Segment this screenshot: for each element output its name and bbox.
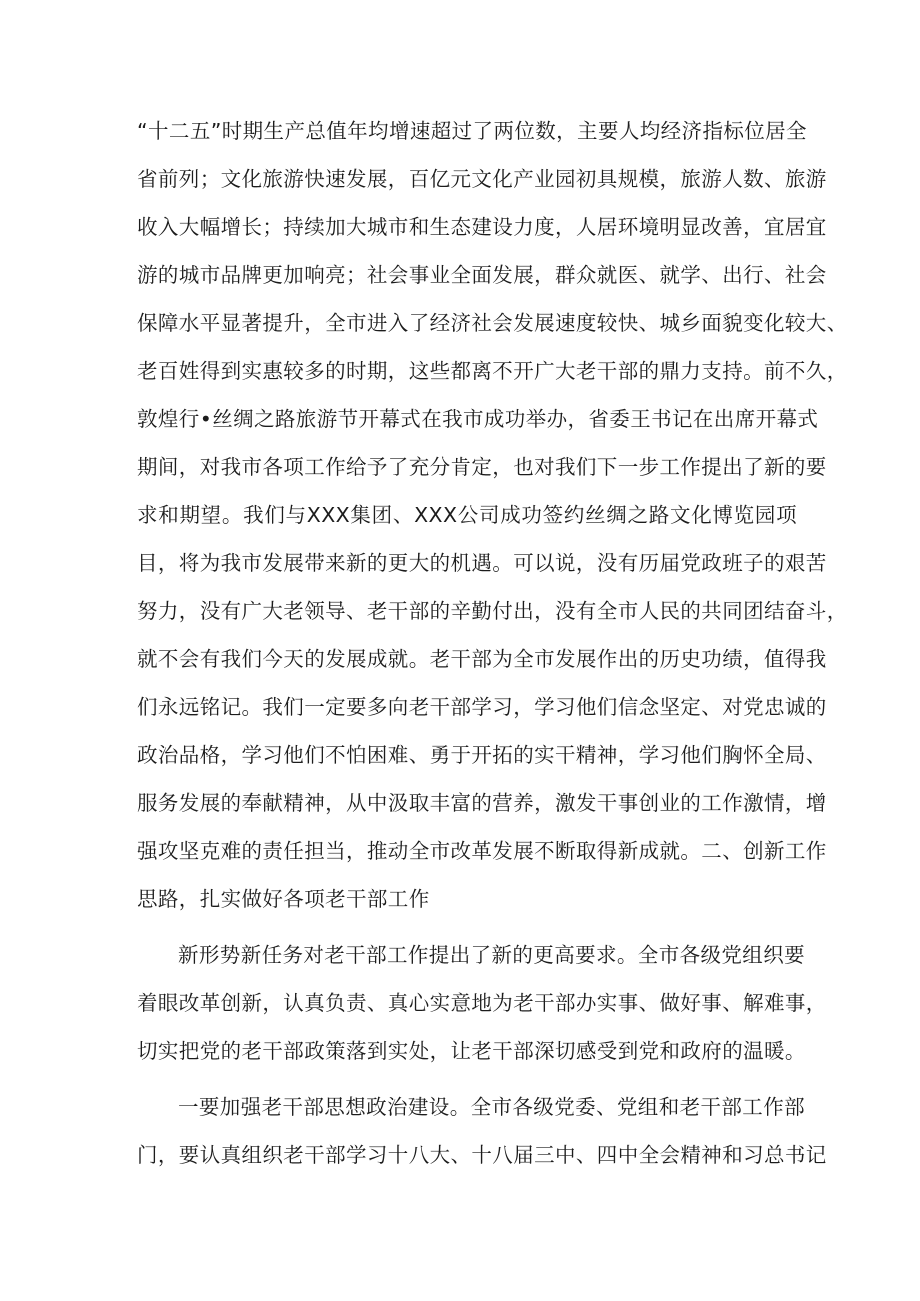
text-line: 着眼改革创新，认真负责、真心实意地为老干部办实事、做好事、解难事， [137, 991, 827, 1015]
text-line: 门，要认真组织老干部学习十八大、十八届三中、四中全会精神和习总书记 [137, 1143, 827, 1167]
text-line: 目，将为我市发展带来新的更大的机遇。可以说，没有历届党政班子的艰苦 [137, 551, 827, 575]
text-line: 保障水平显著提升，全市进入了经济社会发展速度较快、城乡面貌变化较大、 [137, 311, 848, 335]
text-line: 强攻坚克难的责任担当，推动全市改革发展不断取得新成就。二、创新工作 [137, 839, 827, 863]
text-line: 新形势新任务对老干部工作提出了新的更高要求。全市各级党组织要 [178, 943, 805, 967]
text-line: 努力，没有广大老领导、老干部的辛勤付出，没有全市人民的共同团结奋斗， [137, 599, 848, 623]
text-line: 老百姓得到实惠较多的时期，这些都离不开广大老干部的鼎力支持。前不久， [137, 359, 848, 383]
text-line: 思路，扎实做好各项老干部工作 [137, 887, 430, 911]
text-line: 们永远铭记。我们一定要多向老干部学习，学习他们信念坚定、对党忠诚的 [137, 695, 827, 719]
text-line: 收入大幅增长；持续加大城市和生态建设力度，人居环境明显改善，宜居宜 [137, 215, 827, 239]
text-line: 期间，对我市各项工作给予了充分肯定，也对我们下一步工作提出了新的要 [137, 455, 827, 479]
text-line: 切实把党的老干部政策落到实处，让老干部深切感受到党和政府的温暖。 [137, 1039, 806, 1063]
text-line: 求和期望。我们与XXX集团、XXX公司成功签约丝绸之路文化博览园项 [137, 503, 797, 527]
text-line: 游的城市品牌更加响亮；社会事业全面发展，群众就医、就学、出行、社会 [137, 263, 827, 287]
text-line: 省前列；文化旅游快速发展，百亿元文化产业园初具规模，旅游人数、旅游 [137, 167, 827, 191]
text-line: 敦煌行•丝绸之路旅游节开幕式在我市成功举办，省委王书记在出席开幕式 [137, 407, 819, 431]
text-line: 一要加强老干部思想政治建设。全市各级党委、党组和老干部工作部 [178, 1095, 805, 1119]
text-line: 政治品格，学习他们不怕困难、勇于开拓的实干精神，学习他们胸怀全局、 [137, 743, 827, 767]
text-line: 就不会有我们今天的发展成就。老干部为全市发展作出的历史功绩，值得我 [137, 647, 827, 671]
text-line: 服务发展的奉献精神，从中汲取丰富的营养，激发干事创业的工作激情，增 [137, 791, 827, 815]
text-line: “十二五”时期生产总值年均增速超过了两位数，主要人均经济指标位居全 [137, 119, 807, 143]
